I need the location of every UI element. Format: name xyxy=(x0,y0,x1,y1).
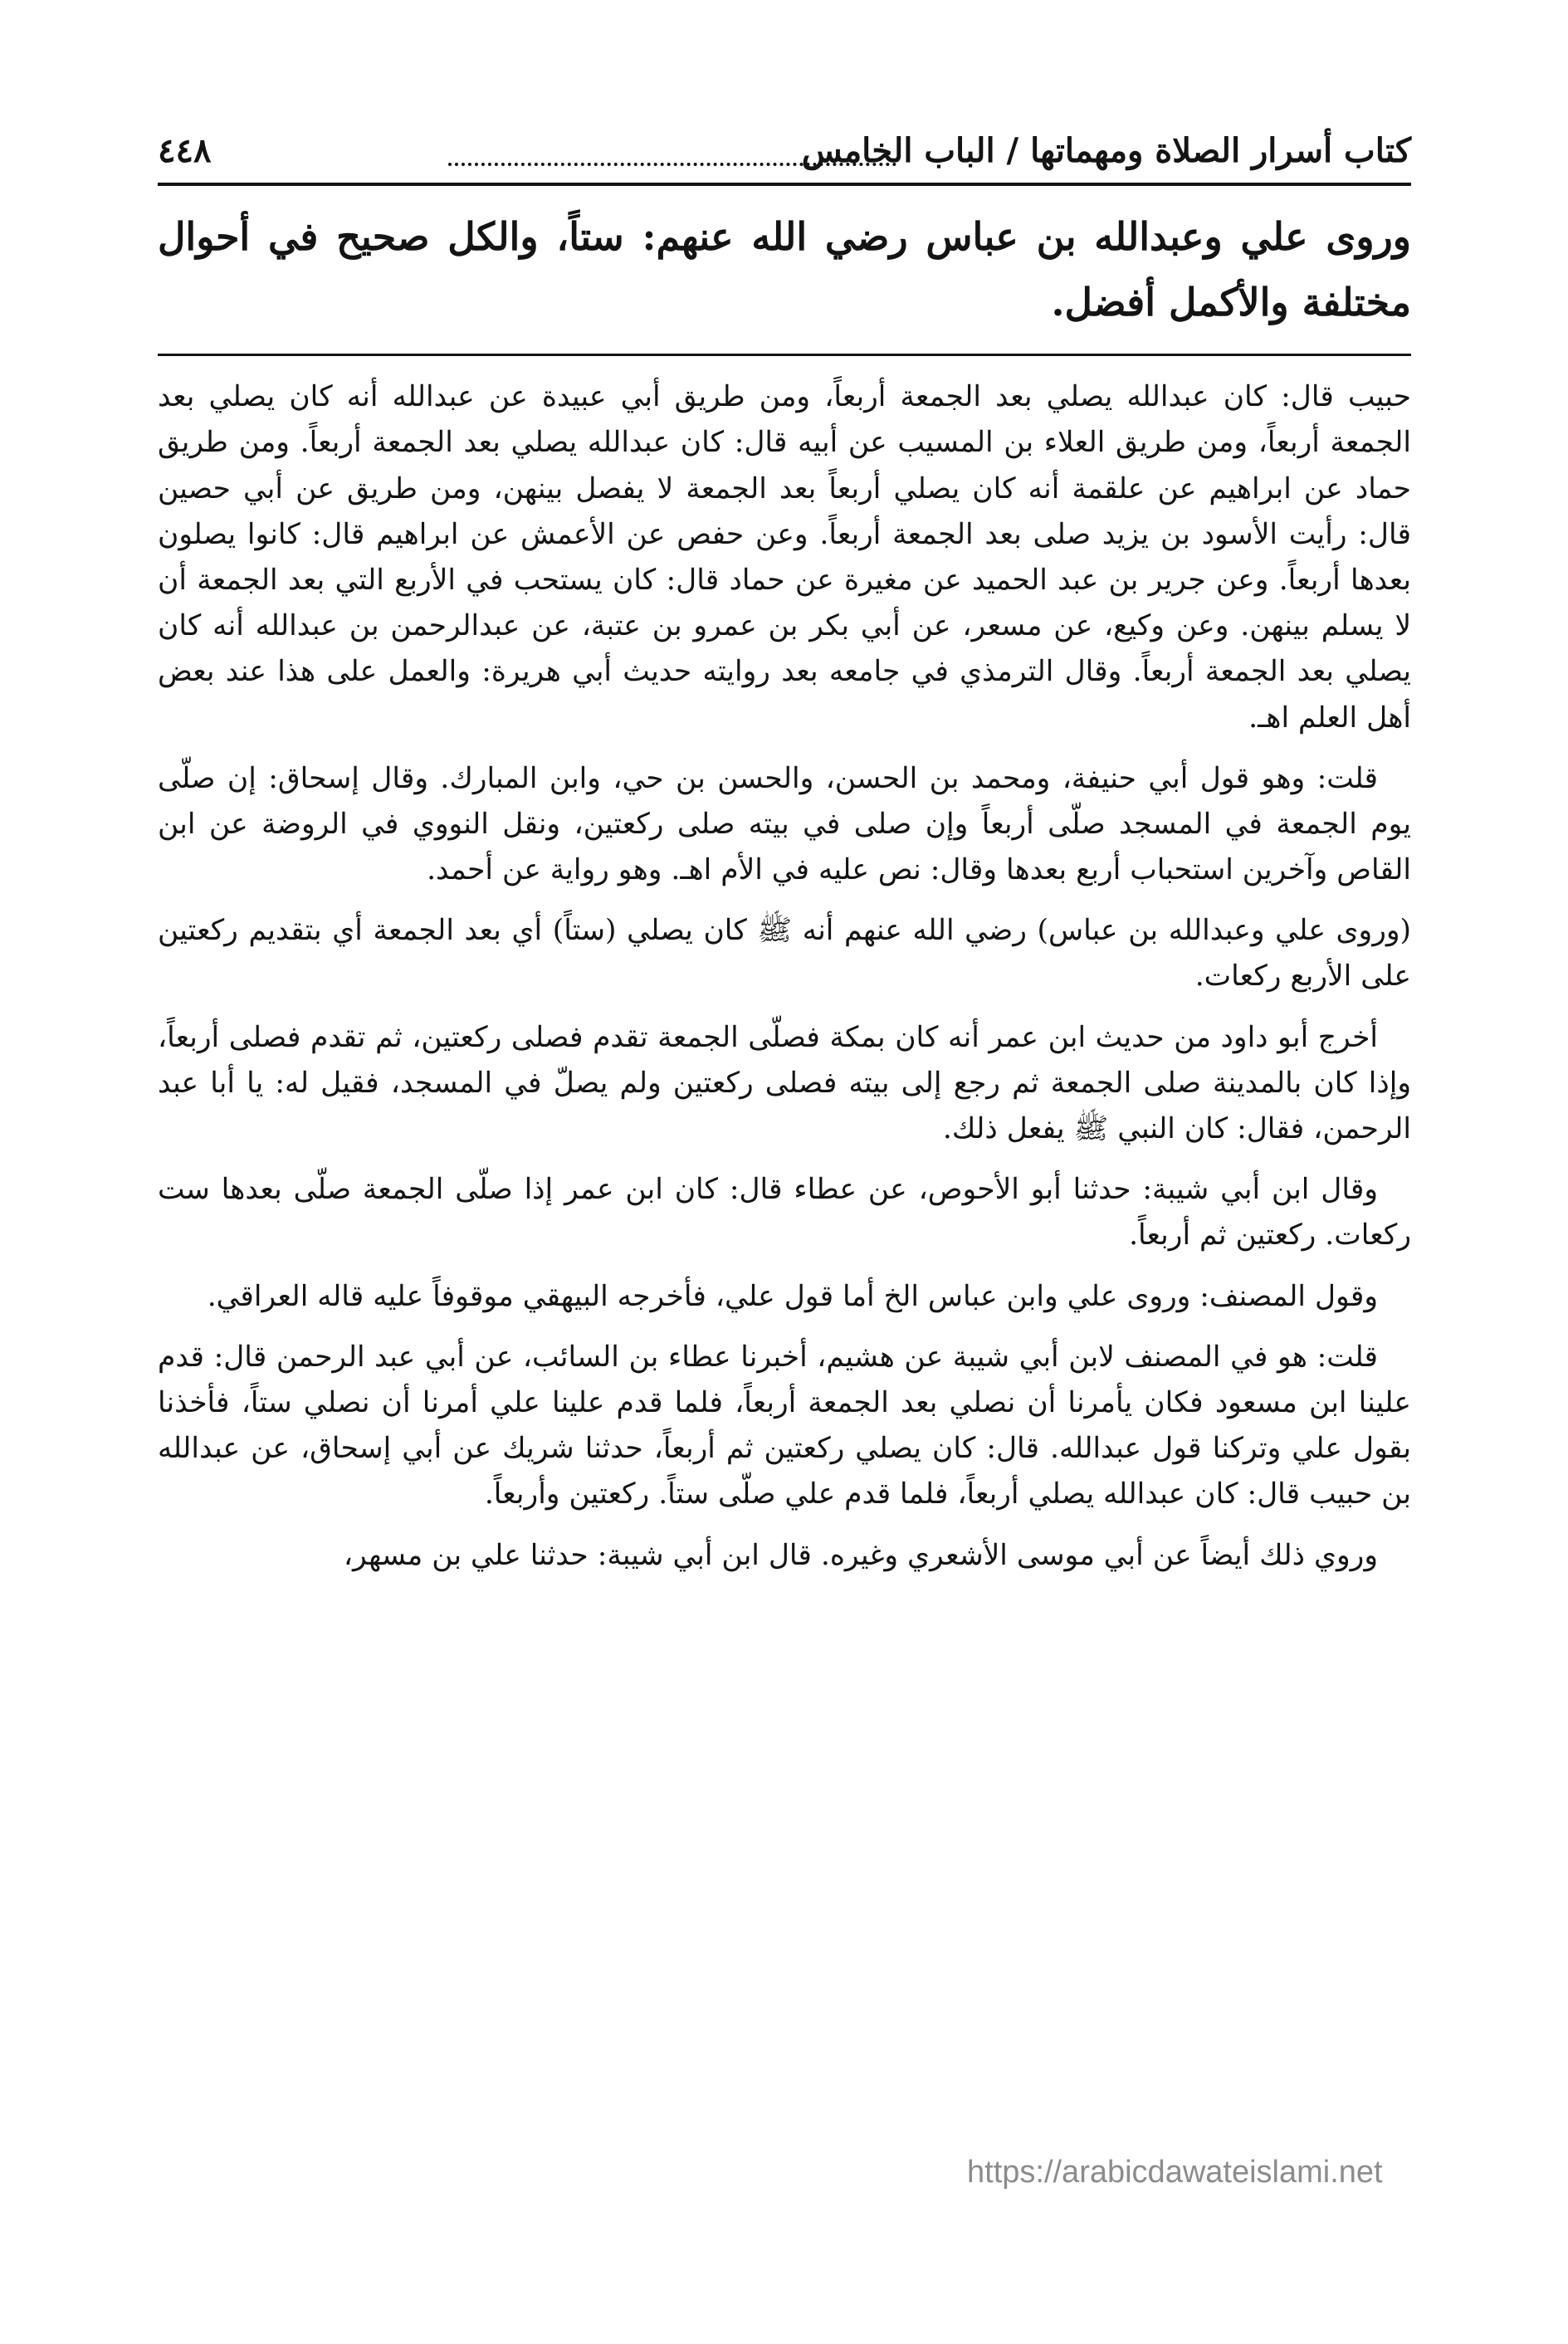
commentary-paragraph: قلت: هو في المصنف لابن أبي شيبة عن هشيم، أخبرنا عطاء بن السائب، عن أبي عبد الرحمن قال: قدم علينا ابن مسعود فكان يأمرنا أن نصلي بعد الجمعة أربعاً، فلما قدم علينا علي أمرنا أن نصلي ستاً، فأخذنا بقول علي وتركنا قول عبدالله. قال: كان يصلي ركعتين ثم أربعاً، حدثنا شريك عن أبي إسحاق، عن عبدالله بن حبيب قال: كان عبدالله يصلي أربعاً، فلما قدم علي صلّى ستاً. ركعتين وأربعاً. xyxy=(158,1340,1411,1511)
commentary-paragraph: وروي ذلك أيضاً عن أبي موسى الأشعري وغيره. قال ابن أبي شيبة: حدثنا علي بن مسهر، xyxy=(343,1538,1378,1572)
page-header xyxy=(158,116,1411,186)
text-divider xyxy=(158,354,1411,356)
commentary-paragraph: أخرج أبو داود من حديث ابن عمر أنه كان بمكة فصلّى الجمعة تقدم فصلى ركعتين، ثم تقدم فصلى أربعاً، وإذا كان بالمدينة صلى الجمعة ثم رجع إلى بيته فصلى ركعتين ولم يصلّ في المسجد، فقيل له: يا أبا عبد الرحمن، فقال: كان النبي ﷺ يفعل ذلك. xyxy=(158,1020,1411,1146)
commentary xyxy=(158,374,1411,1579)
commentary-paragraph: وقال ابن أبي شيبة: حدثنا أبو الأحوص، عن عطاء قال: كان ابن عمر إذا صلّى الجمعة صلّى بعدها ست ركعات. ركعتين ثم أربعاً. xyxy=(158,1173,1411,1253)
commentary-paragraph: (وروى علي وعبدالله بن عباس) رضي الله عنهم أنه ﷺ كان يصلي (ستاً) أي بعد الجمعة أي بتقديم ركعتين على الأربع ركعات. xyxy=(158,914,1411,994)
running-title: كتاب أسرار الصلاة ومهماتها / الباب الخامس xyxy=(801,131,1411,170)
commentary-paragraph: قلت: وهو قول أبي حنيفة، ومحمد بن الحسن، والحسن بن حي، وابن المبارك. وقال إسحاق: إن صلّى يوم الجمعة في المسجد صلّى أربعاً وإن صلى في بيته صلى ركعتين، ونقل النووي في الروضة عن ابن القاص وآخرين استحباب أربع بعدها وقال: نص عليه في الأم اهـ. وهو رواية عن أحمد. xyxy=(158,761,1411,887)
commentary-paragraph: حبيب قال: كان عبدالله يصلي بعد الجمعة أربعاً، ومن طريق أبي عبيدة عن عبدالله أنه كان يصلي بعد الجمعة أربعاً، ومن طريق العلاء بن المسيب عن أبيه قال: كان عبدالله يصلي بعد الجمعة أربعاً. ومن طريق حماد عن ابراهيم عن علقمة أنه كان يصلي أربعاً بعد الجمعة لا يفصل بينهن، ومن طريق عن أبي حصين قال: رأيت الأسود بن يزيد صلى بعد الجمعة أربعاً. وعن حفص عن الأعمش عن ابراهيم قال: كانوا يصلون بعدها أربعاً. وعن جرير بن عبد الحميد عن مغيرة عن حماد قال: كان يستحب في الأربع التي بعد الجمعة أن لا يسلم بينهن. وعن وكيع، عن مسعر، عن أبي بكر بن عمرو بن عتبة، عن عبدالرحمن بن عبدالله أنه كان يصلي بعد الجمعة أربعاً. وقال الترمذي في جامعه بعد روايته حديث أبي هريرة: والعمل على هذا عند بعض أهل العلم اهـ. xyxy=(158,380,1411,735)
page-number: ٤٤٨ xyxy=(158,131,212,170)
book-page xyxy=(158,116,1411,1594)
watermark-url: https://arabicdawateislami.net xyxy=(967,2155,1383,2190)
header-leader-dots xyxy=(448,134,896,166)
main-text: وروى علي وعبدالله بن عباس رضي الله عنهم: ستاً، والكل صحيح في أحوال مختلفة والأكمل أفضل. xyxy=(158,214,1411,325)
commentary-paragraph: وقول المصنف: وروى علي وابن عباس الخ أما قول علي، فأخرجه البيهقي موقوفاً عليه قاله العراقي. xyxy=(207,1279,1378,1313)
